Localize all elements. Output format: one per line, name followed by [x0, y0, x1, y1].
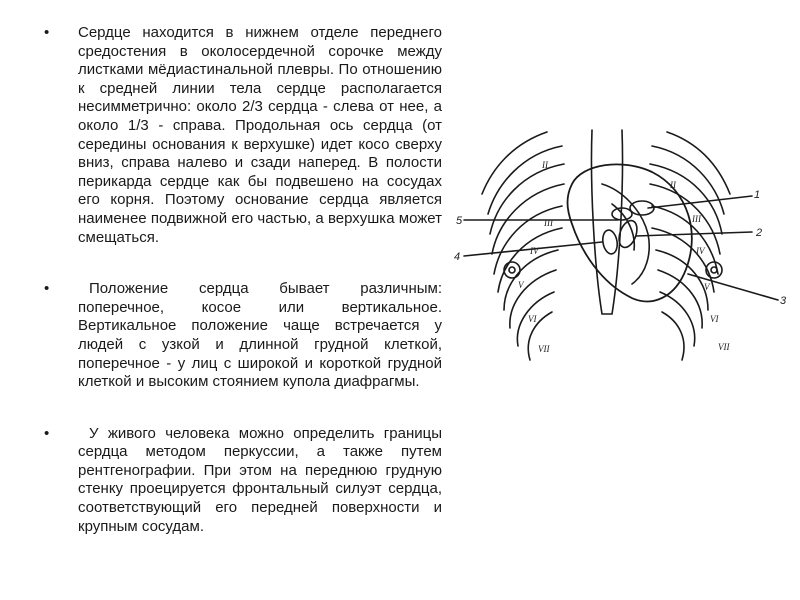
bullet-marker: • [44, 24, 50, 41]
heart-position-illustration [452, 124, 800, 380]
rib-numeral: V [704, 282, 710, 292]
rib-numeral: II [670, 180, 676, 190]
thorax-heart-diagram [452, 124, 800, 380]
rib-numeral: IV [696, 246, 705, 256]
rib-numeral: VII [718, 342, 730, 352]
rib-numeral: V [518, 280, 524, 290]
rib-numeral: III [544, 218, 553, 228]
text-column [44, 24, 442, 569]
callout-4: 4 [454, 251, 461, 263]
rib-numeral: IV [530, 246, 539, 256]
paragraph-1 [44, 24, 442, 247]
rib-numeral: III [692, 214, 701, 224]
paragraph-text: Положение сердца бывает различным: поперечное, косое или вертикальное. Вертикальное положение чаще встречается у людей с узкой и длинной грудной клеткой, поперечное - у лиц с широкой и короткой грудной клеткой и высоким стоянием купола диафрагмы. [78, 280, 442, 391]
rib-numeral: VI [710, 314, 719, 324]
callout-2: 2 [756, 227, 763, 239]
rib-numeral: VI [528, 314, 537, 324]
rib-numeral: II [542, 160, 548, 170]
bullet-marker: • [44, 280, 50, 298]
paragraph-text: Сердце находится в нижнем отделе переднего средостения в околосердечной сорочке между листками мёдиастинальной плевры. По отношению к средней линии тела сердце располагается несимметрично: около 2/3 сердца - слева от нее, а около 1/3 - справа. Продольная ось сердца (от середины основания к верхушке) идет косо сверху вниз, справа налево и сзади наперед. В полости перикарда сердце как бы подвешено на сосудах его корня. Поэтому основание сердца является наименее подвижной его частью, а верхушка может смещаться. [78, 24, 442, 246]
paragraph-3 [44, 425, 442, 537]
rib-numeral: VII [538, 344, 550, 354]
paragraph-text: У живого человека можно определить границы сердца методом перкуссии, а также путем рентгенографии. При этом на переднюю грудную стенку проецируется фронтальный силуэт сердца, соответствующий его передней поверхности и крупным сосудам. [78, 424, 442, 535]
callout-1: 1 [754, 189, 761, 201]
callout-5: 5 [456, 215, 463, 227]
paragraph-2 [44, 280, 442, 392]
callout-3: 3 [780, 295, 787, 307]
bullet-marker: • [44, 424, 50, 442]
